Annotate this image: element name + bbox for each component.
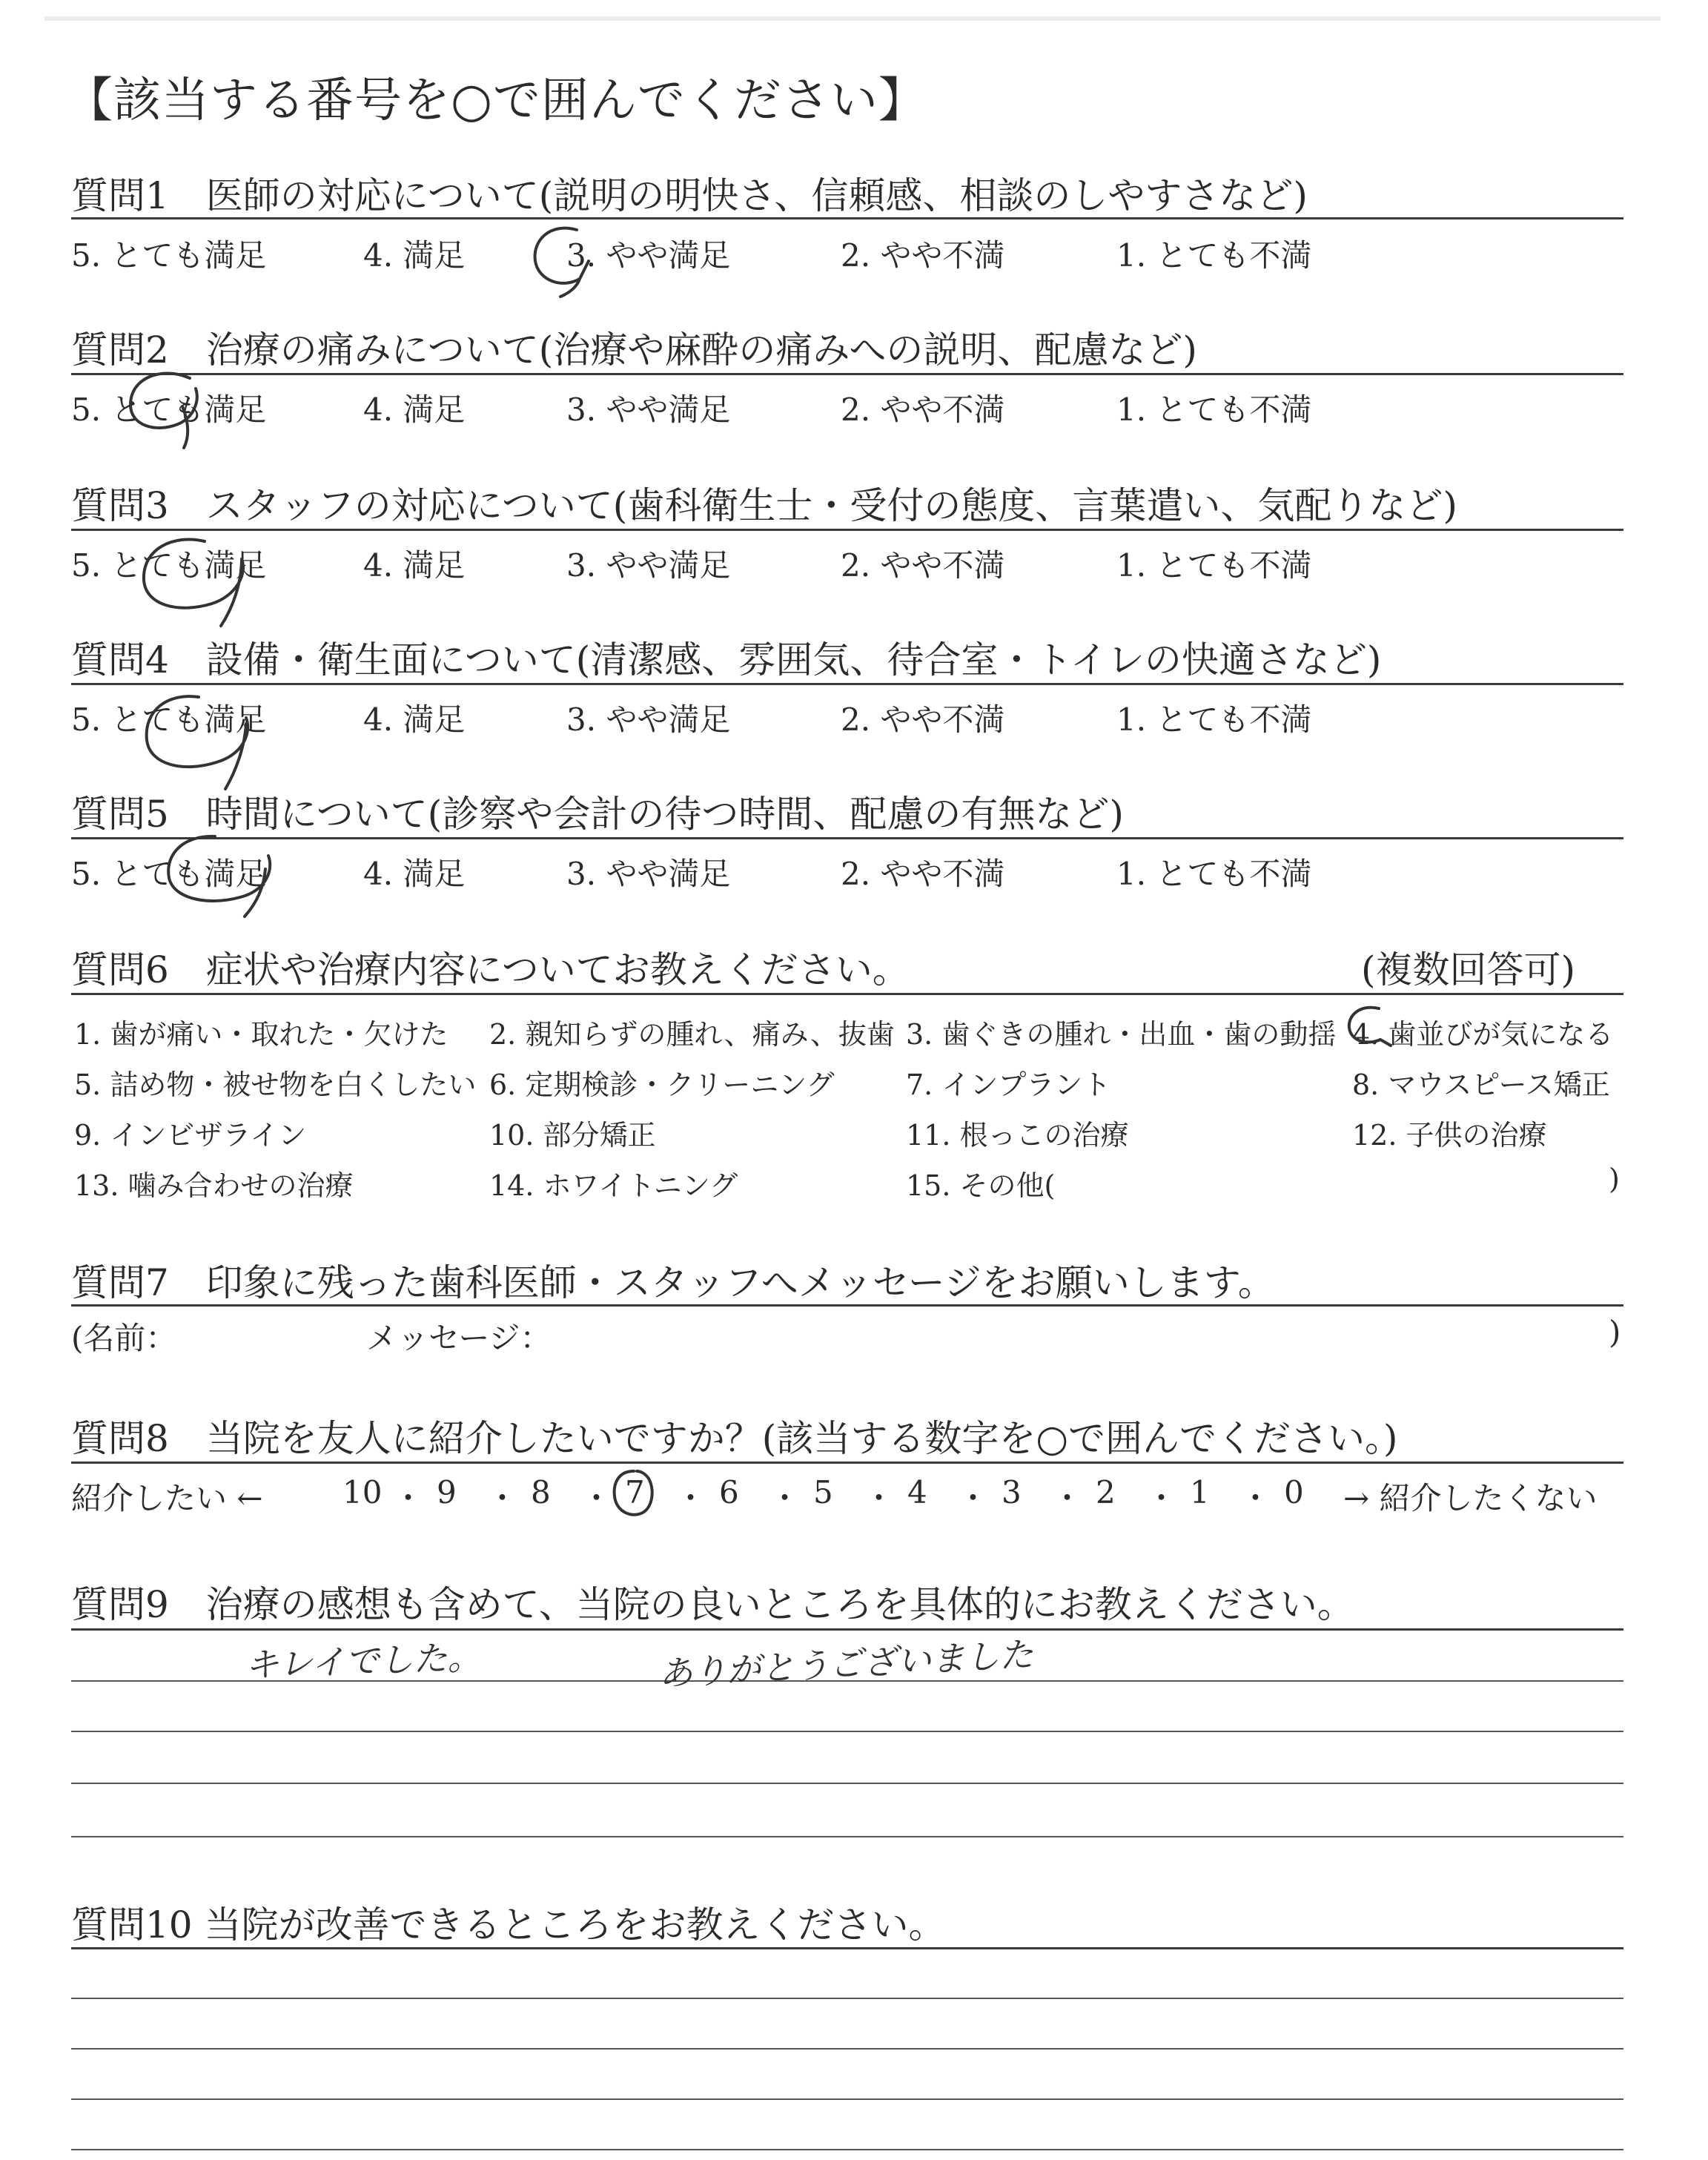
q9-answer-1: キレイでした。 (244, 1636, 483, 1685)
q8-separator-dot: ・ (1145, 1480, 1177, 1516)
q6-multiple-note: (複数回答可) (1361, 948, 1576, 991)
q6-option-15[interactable]: 15. その他( (906, 1169, 1056, 1202)
q10-writing-line (71, 2149, 1623, 2150)
q6-rule (71, 993, 1623, 995)
q6-option-4[interactable]: 4. 歯並びが気になる (1352, 1018, 1614, 1051)
q4-option-1[interactable]: 1. とても不満 (1116, 701, 1312, 738)
q8-separator-dot: ・ (1051, 1480, 1083, 1516)
q1-option-2[interactable]: 2. やや不満 (841, 237, 1005, 274)
top-edge (44, 16, 1661, 21)
q3-option-5[interactable]: 5. とても満足 (71, 547, 267, 584)
q3-option-3[interactable]: 3. やや満足 (566, 547, 731, 584)
q10-writing-line (71, 2098, 1623, 2100)
q4-option-5[interactable]: 5. とても満足 (71, 701, 267, 738)
q4-option-2[interactable]: 2. やや不満 (841, 701, 1005, 738)
page-heading: 【該当する番号を○で囲んでください】 (65, 73, 927, 128)
q2-title: 質問2 治療の痛みについて(治療や麻酔の痛みへの説明、配慮など) (71, 328, 1197, 371)
q8-number-1[interactable]: 1 (1190, 1474, 1210, 1510)
q8-number-4[interactable]: 4 (907, 1474, 927, 1510)
q1-rule (71, 217, 1623, 219)
q3-option-2[interactable]: 2. やや不満 (841, 547, 1005, 584)
q2-option-1[interactable]: 1. とても不満 (1116, 392, 1312, 428)
q8-number-3[interactable]: 3 (1002, 1474, 1022, 1510)
q9-writing-line (71, 1783, 1623, 1784)
q8-separator-dot: ・ (392, 1480, 424, 1516)
q8-number-8[interactable]: 8 (531, 1474, 551, 1510)
q8-separator-dot: ・ (675, 1480, 706, 1516)
q3-title: 質問3 スタッフの対応について(歯科衛生士・受付の態度、言葉遣い、気配りなど) (71, 484, 1457, 527)
q9-rule (71, 1628, 1623, 1631)
q10-writing-line (71, 1998, 1623, 1999)
q6-option-2[interactable]: 2. 親知らずの腫れ、痛み、抜歯 (489, 1018, 895, 1051)
q6-option-14[interactable]: 14. ホワイトニング (489, 1169, 738, 1202)
q10-title: 質問10 当院が改善できるところをお教えください。 (71, 1903, 946, 1946)
q8-number-2[interactable]: 2 (1096, 1474, 1116, 1510)
q2-option-2[interactable]: 2. やや不満 (841, 392, 1005, 428)
q7-message-label: メッセージ： (366, 1320, 552, 1356)
q2-option-5[interactable]: 5. とても満足 (71, 392, 267, 428)
q6-option-5[interactable]: 5. 詰め物・被せ物を白くしたい (74, 1069, 477, 1101)
q5-option-3[interactable]: 3. やや満足 (566, 856, 731, 892)
q2-option-4[interactable]: 4. 満足 (363, 392, 466, 428)
q5-option-4[interactable]: 4. 満足 (363, 856, 466, 892)
q5-option-2[interactable]: 2. やや不満 (841, 856, 1005, 892)
q6-title: 質問6 症状や治療内容についてお教えください。 (71, 948, 910, 991)
q3-rule (71, 529, 1623, 531)
q5-option-1[interactable]: 1. とても不満 (1116, 856, 1312, 892)
q6-option-1[interactable]: 1. 歯が痛い・取れた・欠けた (74, 1018, 448, 1051)
q6-option-11[interactable]: 11. 根っこの治療 (906, 1119, 1129, 1152)
q1-option-4[interactable]: 4. 満足 (363, 237, 466, 274)
q5-title: 質問5 時間について(診察や会計の待つ時間、配慮の有無など) (71, 793, 1124, 836)
q4-rule (71, 683, 1623, 685)
q6-option-8[interactable]: 8. マウスピース矯正 (1352, 1069, 1610, 1101)
q4-option-4[interactable]: 4. 満足 (363, 701, 466, 738)
q10-writing-line (71, 2048, 1623, 2050)
q7-rule (71, 1304, 1623, 1307)
q8-number-0[interactable]: 0 (1284, 1474, 1304, 1510)
q4-title: 質問4 設備・衛生面について(清潔感、雰囲気、待合室・トイレの快適さなど) (71, 638, 1382, 681)
q8-separator-dot: ・ (863, 1480, 895, 1516)
q8-rule (71, 1462, 1623, 1464)
q7-close-paren: ) (1609, 1314, 1621, 1350)
q8-separator-dot: ・ (580, 1480, 612, 1516)
q8-number-5[interactable]: 5 (813, 1474, 833, 1510)
q6-option-9[interactable]: 9. インビザライン (74, 1119, 307, 1152)
q1-option-5[interactable]: 5. とても満足 (71, 237, 267, 274)
q8-number-6[interactable]: 6 (719, 1474, 739, 1510)
q4-option-3[interactable]: 3. やや満足 (566, 701, 731, 738)
q8-title: 質問8 当院を友人に紹介したいですか？(該当する数字を○で囲んでください。) (71, 1417, 1398, 1460)
q1-option-3[interactable]: 3. やや満足 (566, 237, 731, 274)
q6-other-close: ) (1609, 1163, 1620, 1195)
q5-rule (71, 837, 1623, 839)
q2-rule (71, 373, 1623, 375)
q6-option-13[interactable]: 13. 噛み合わせの治療 (74, 1169, 354, 1202)
q8-separator-dot: ・ (1239, 1480, 1271, 1516)
q6-option-10[interactable]: 10. 部分矯正 (489, 1119, 656, 1152)
q8-number-10[interactable]: 10 (342, 1474, 383, 1510)
q8-separator-dot: ・ (486, 1480, 518, 1516)
q8-separator-dot: ・ (957, 1480, 989, 1516)
q1-title: 質問1 医師の対応について(説明の明快さ、信頼感、相談のしやすさなど) (71, 174, 1308, 217)
q8-number-7[interactable]: 7 (625, 1474, 645, 1510)
q6-option-3[interactable]: 3. 歯ぐきの腫れ・出血・歯の動揺 (906, 1018, 1337, 1051)
q2-option-3[interactable]: 3. やや満足 (566, 392, 731, 428)
q9-writing-line (71, 1731, 1623, 1732)
q10-rule (71, 1947, 1623, 1949)
q8-number-9[interactable]: 9 (437, 1474, 457, 1510)
q6-option-12[interactable]: 12. 子供の治療 (1352, 1119, 1547, 1152)
q9-answer-2: ありがとうございました (658, 1634, 1035, 1694)
q8-right-label: → 紹介したくない (1343, 1480, 1598, 1516)
q3-option-1[interactable]: 1. とても不満 (1116, 547, 1312, 584)
q7-title: 質問7 印象に残った歯科医師・スタッフへメッセージをお願いします。 (71, 1261, 1275, 1304)
q6-option-7[interactable]: 7. インプラント (906, 1069, 1111, 1101)
q9-title: 質問9 治療の感想も含めて、当院の良いところを具体的にお教えください。 (71, 1583, 1354, 1626)
q7-name-label: (名前： (71, 1320, 177, 1356)
q8-separator-dot: ・ (769, 1480, 801, 1516)
q8-left-label: 紹介したい ← (71, 1480, 263, 1516)
q3-option-4[interactable]: 4. 満足 (363, 547, 466, 584)
q1-option-1[interactable]: 1. とても不満 (1116, 237, 1312, 274)
q9-writing-line (71, 1836, 1623, 1837)
q6-option-6[interactable]: 6. 定期検診・クリーニング (489, 1069, 835, 1101)
q5-option-5[interactable]: 5. とても満足 (71, 856, 267, 892)
